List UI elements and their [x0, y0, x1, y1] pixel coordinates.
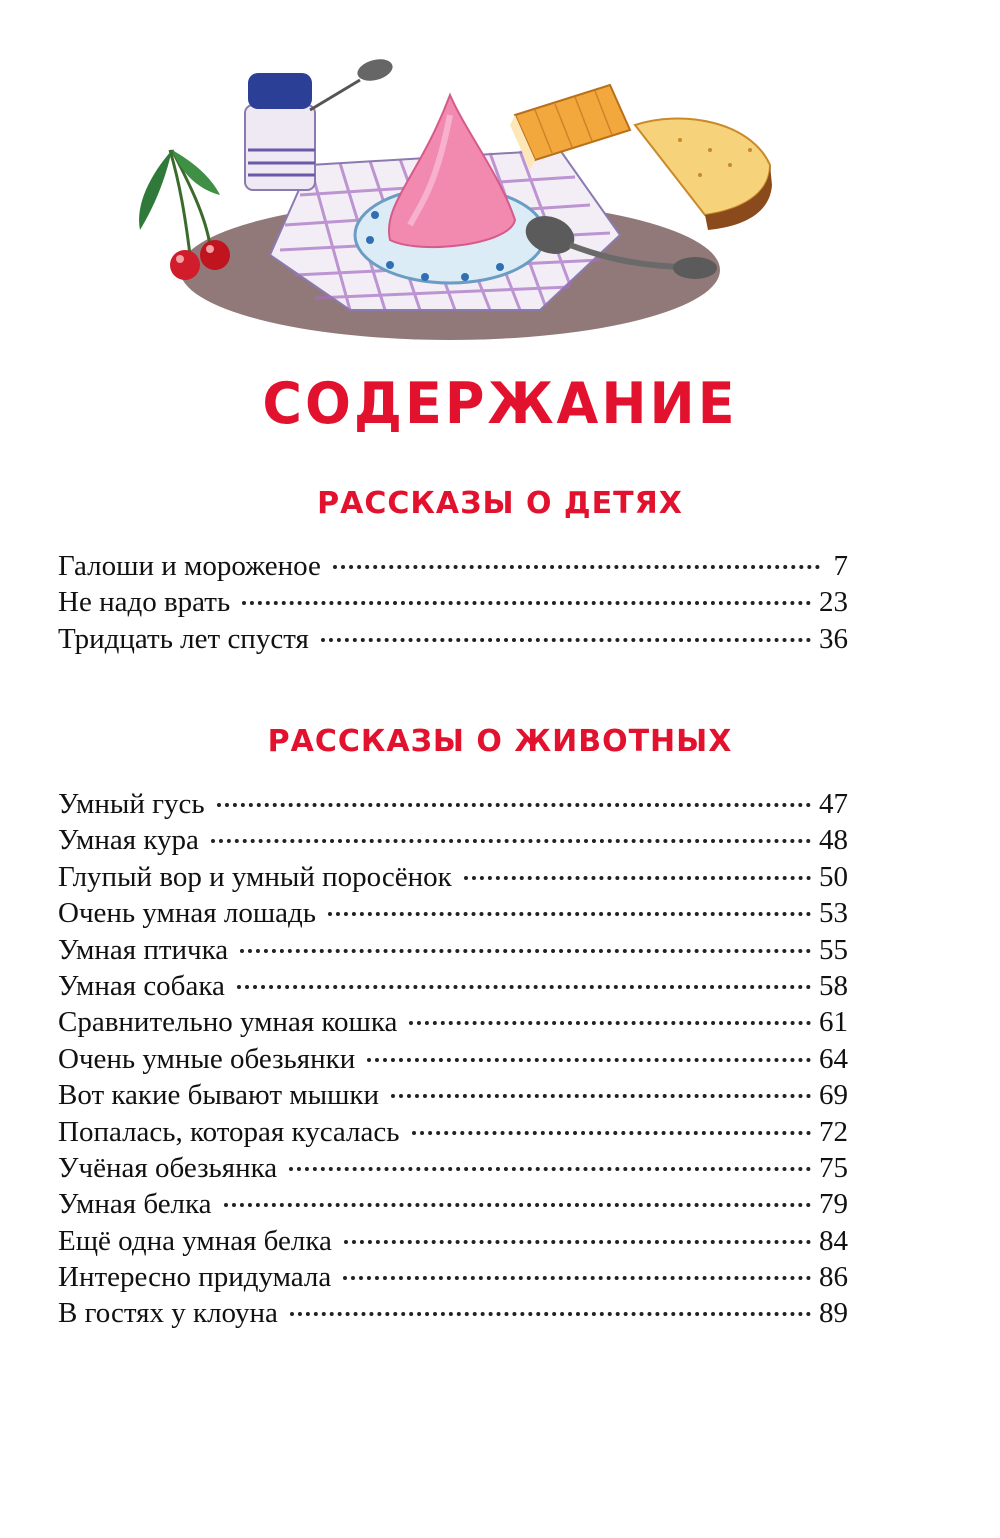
- toc-entry[interactable]: [58, 1150, 848, 1186]
- leader-dots: [409, 1021, 811, 1025]
- toc-entry[interactable]: [58, 1004, 848, 1040]
- toc-list-animals: [58, 786, 848, 1332]
- entry-page: 61: [819, 1006, 848, 1039]
- small-spoon-icon: [310, 56, 395, 110]
- toc-entry[interactable]: [58, 1259, 848, 1295]
- toc-entry[interactable]: [58, 786, 848, 822]
- leader-dots: [237, 985, 811, 989]
- cherries-icon: [139, 150, 230, 280]
- entry-page: 75: [819, 1151, 848, 1184]
- entry-title: Очень умная лошадь: [58, 897, 316, 930]
- entry-page: 36: [819, 622, 848, 655]
- leader-dots: [211, 839, 811, 843]
- entry-page: 55: [819, 933, 848, 966]
- entry-title: Тридцать лет спустя: [58, 622, 309, 655]
- entry-title: Глупый вор и умный поросёнок: [58, 860, 452, 893]
- leader-dots: [224, 1203, 811, 1207]
- leader-dots: [343, 1276, 811, 1280]
- entry-page: 79: [819, 1188, 848, 1221]
- entry-title: Умный гусь: [58, 788, 205, 820]
- entry-page: 72: [819, 1115, 848, 1148]
- cake-slice-icon: [635, 118, 772, 230]
- toc-list-children: [58, 548, 848, 657]
- page-title: СОДЕРЖАНИЕ: [262, 370, 738, 437]
- leader-dots: [344, 1240, 811, 1244]
- salt-shaker-icon: [245, 73, 315, 190]
- entry-title: Сравнительно умная кошка: [58, 1006, 398, 1039]
- food-illustration: [120, 55, 780, 345]
- toc-entry[interactable]: [58, 895, 848, 931]
- entry-page: 50: [819, 860, 848, 893]
- entry-page: 23: [819, 586, 848, 619]
- entry-title: Учёная обезьянка: [58, 1151, 278, 1184]
- section-heading-animals: РАССКАЗЫ О ЖИВОТНЫХ: [267, 724, 733, 759]
- entry-page: 64: [819, 1042, 848, 1075]
- leader-dots: [289, 1167, 811, 1171]
- toc-entry[interactable]: [58, 1077, 848, 1113]
- entry-title: Попалась, которая кусалась: [58, 1115, 400, 1148]
- entry-page: 48: [819, 824, 848, 857]
- entry-title: Галоши и мороженое: [58, 550, 321, 582]
- toc-entry[interactable]: [58, 621, 848, 657]
- section-heading-children: РАССКАЗЫ О ДЕТЯХ: [317, 486, 683, 521]
- toc-entry[interactable]: [58, 968, 848, 1004]
- entry-title: Не надо врать: [58, 586, 231, 619]
- toc-entry[interactable]: [58, 1186, 848, 1222]
- entry-page: 47: [819, 788, 848, 820]
- entry-page: 69: [819, 1079, 848, 1112]
- entry-title: Умная белка: [58, 1188, 212, 1221]
- leader-dots: [464, 876, 811, 880]
- entry-title: Интересно придумала: [58, 1261, 332, 1294]
- toc-entry[interactable]: [58, 822, 848, 858]
- leader-dots: [391, 1094, 811, 1098]
- toc-entry[interactable]: [58, 1041, 848, 1077]
- entry-title: Умная кура: [58, 824, 199, 857]
- leader-dots: [333, 565, 820, 569]
- leader-dots: [321, 638, 811, 642]
- entry-title: Умная собака: [58, 969, 225, 1002]
- toc-entry[interactable]: [58, 1295, 848, 1331]
- toc-entry[interactable]: [58, 1114, 848, 1150]
- leader-dots: [290, 1312, 811, 1316]
- toc-entry[interactable]: [58, 584, 848, 620]
- entry-title: В гостях у клоуна: [58, 1297, 278, 1330]
- entry-page: 58: [819, 969, 848, 1002]
- entry-page: 53: [819, 897, 848, 930]
- entry-title: Вот какие бывают мышки: [58, 1079, 380, 1112]
- entry-title: Умная птичка: [58, 933, 229, 966]
- entry-page: 84: [819, 1224, 848, 1257]
- entry-title: Очень умные обезьянки: [58, 1042, 356, 1075]
- toc-entry[interactable]: [58, 1223, 848, 1259]
- entry-page: 86: [819, 1261, 848, 1294]
- leader-dots: [240, 949, 811, 953]
- entry-title: Ещё одна умная белка: [58, 1224, 332, 1257]
- toc-entry[interactable]: [58, 932, 848, 968]
- leader-dots: [367, 1058, 811, 1062]
- toc-entry[interactable]: [58, 859, 848, 895]
- leader-dots: [412, 1131, 812, 1135]
- waffle-icon: [510, 85, 630, 170]
- entry-page: 7: [833, 550, 848, 582]
- leader-dots: [328, 912, 811, 916]
- leader-dots: [242, 601, 811, 605]
- leader-dots: [217, 803, 811, 807]
- toc-entry[interactable]: [58, 548, 848, 584]
- entry-page: 89: [819, 1297, 848, 1330]
